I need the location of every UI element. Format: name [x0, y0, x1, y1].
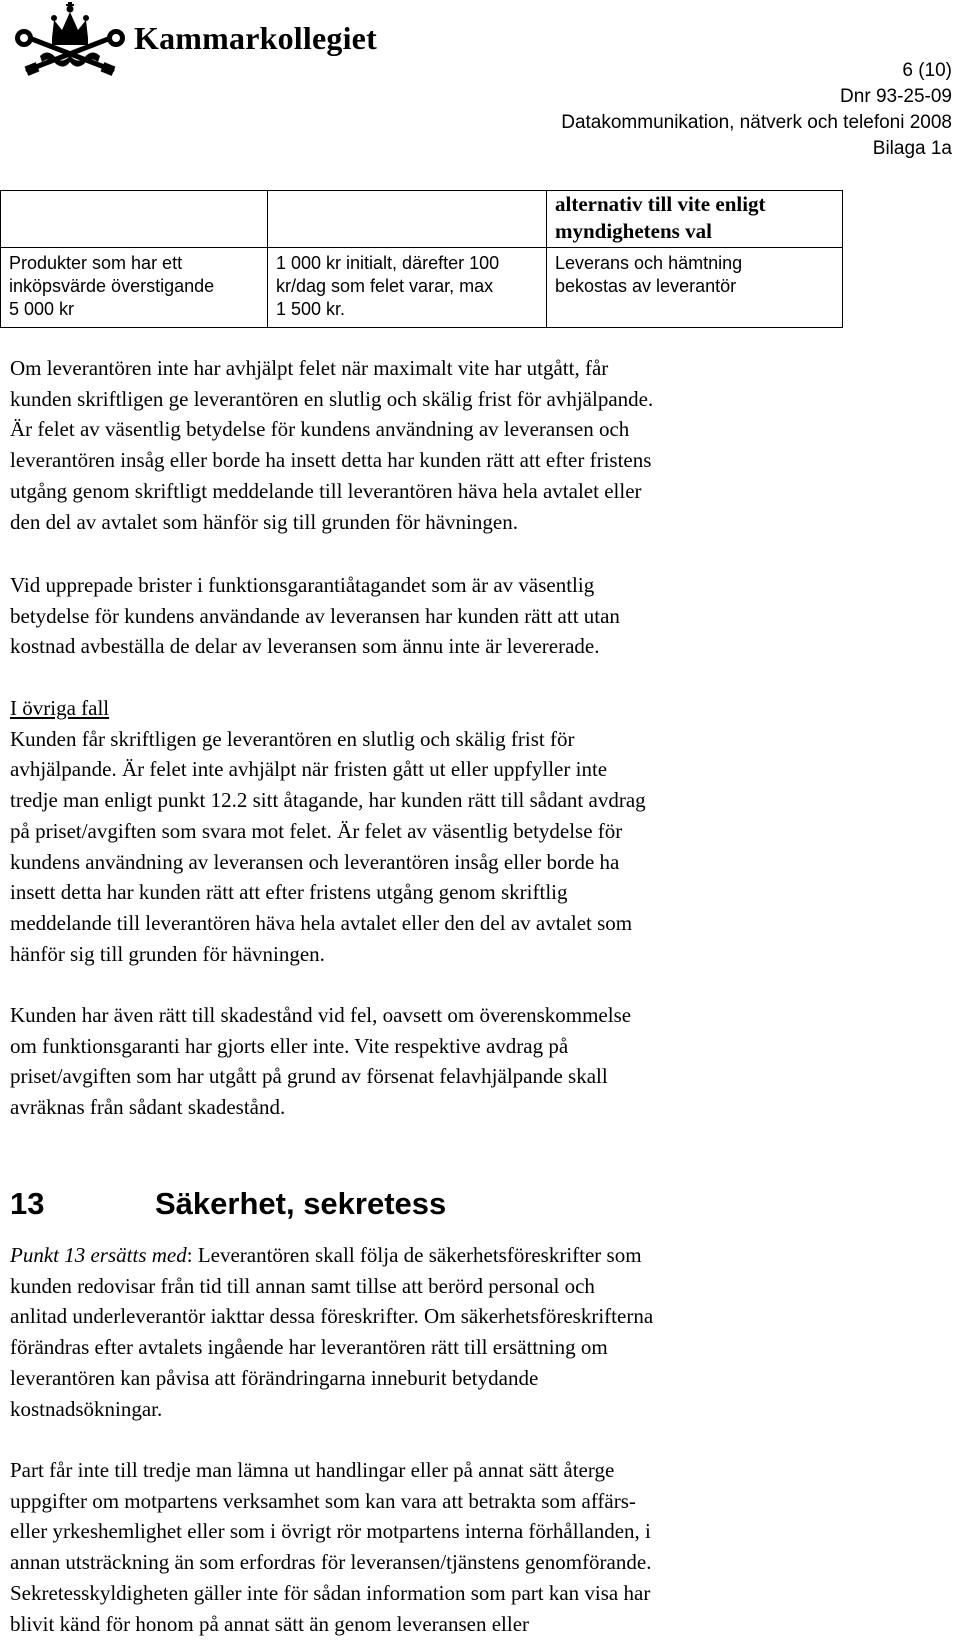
section-heading — [10, 1185, 446, 1223]
table-cell — [268, 248, 547, 328]
table-cell — [1, 248, 268, 328]
paragraph — [10, 693, 955, 969]
penalty-table — [0, 190, 843, 328]
cell-line: Produkter som har ett — [9, 253, 183, 273]
table-header-cell — [547, 191, 843, 248]
text-line: Är felet av väsentlig betydelse för kundens användning av leveransen och — [10, 417, 630, 442]
page-number: 6 (10) — [902, 60, 952, 81]
crown-keys-emblem-icon — [10, 0, 130, 80]
appendix-label: Bilaga 1a — [872, 138, 952, 159]
text-line: anlitad underleverantör iakttar dessa föreskrifter. Om säkerhetsföreskrifterna — [10, 1304, 654, 1329]
text-line: kunden redovisar från tid till annan samt tillse att berörd personal och — [10, 1273, 595, 1298]
table-row — [1, 248, 843, 328]
paragraph — [10, 1455, 955, 1639]
text-fragment: : Leverantören skall följa de säkerhetsföreskrifter som — [186, 1243, 642, 1267]
text-line: tredje man enligt punkt 12.2 sitt åtagande, har kunden rätt till sådant avdrag — [10, 788, 646, 813]
text-line: Kunden har även rätt till skadestånd vid fel, oavsett om överenskommelse — [10, 1003, 632, 1027]
cell-line: 1 500 kr. — [276, 299, 346, 319]
text-line: Vid upprepade brister i funktionsgarantiåtagandet som är av väsentlig — [10, 573, 595, 597]
text-line: avhjälpande. Är felet inte avhjälpt när fristen gått ut eller uppfyller inte — [10, 757, 608, 782]
text-line: leverantören kan påvisa att förändringarna inneburit betydande — [10, 1365, 539, 1390]
text-line: avräknas från sådant skadestånd. — [10, 1095, 286, 1120]
paragraph — [10, 1240, 955, 1424]
amendment-reference: Punkt 13 ersätts med — [10, 1243, 187, 1267]
text-line: kundens användning av leveransen och leverantören insåg eller borde ha — [10, 849, 620, 874]
kammarkollegiet-logo — [10, 0, 377, 80]
text-line: Part får inte till tredje man lämna ut handlingar eller på annat sätt återge — [10, 1458, 615, 1482]
text-line: på priset/avgiften som svara mot felet. Är felet av väsentlig betydelse för — [10, 818, 623, 843]
text-line: Sekretesskyldigheten gäller inte för sådan information som part kan visa har — [10, 1580, 651, 1605]
text-line: priset/avgiften som har utgått på grund av försenat felavhjälpande skall — [10, 1064, 608, 1089]
paragraph — [10, 1000, 955, 1123]
section-number: 13 — [10, 1186, 45, 1221]
text-line: Om leverantören inte har avhjälpt felet när maximalt vite har utgått, får — [10, 356, 609, 380]
paragraph — [10, 570, 955, 662]
text-line: blivit känd för honom på annat sätt än genom leveransen eller — [10, 1611, 530, 1636]
cell-line: inköpsvärde överstigande — [9, 276, 215, 296]
org-name: Kammarkollegiet — [134, 20, 377, 56]
text-line: kostnadsökningar. — [10, 1396, 163, 1421]
cell-line: 1 000 kr initialt, därefter 100 — [276, 253, 500, 273]
text-line: betydelse för kundens användande av leveransen har kunden rätt att utan — [10, 603, 620, 628]
text-line: uppgifter om motpartens verksamhet som kan vara att betrakta som affärs- — [10, 1488, 636, 1513]
cell-line: bekostas av leverantör — [555, 276, 737, 296]
text-line: förändras efter avtalets ingående har leverantören rätt till ersättning om — [10, 1335, 608, 1360]
text-line: insett detta har kunden rätt att efter fristens utgång genom skriftlig — [10, 880, 568, 905]
text-line: meddelande till leverantören häva hela avtalet eller den del av avtalet som — [10, 910, 633, 935]
text-line: utgång genom skriftligt meddelande till leverantören häva hela avtalet eller — [10, 478, 642, 503]
cell-line: Leverans och hämtning — [555, 253, 743, 273]
document-header-info — [561, 58, 952, 162]
subheading: I övriga fall — [10, 696, 110, 720]
cell-line: kr/dag som felet varar, max — [276, 276, 494, 296]
text-line: annan utsträckning än som erfordras för leveransen/tjänstens genomförande. — [10, 1550, 652, 1575]
dnr-number: Dnr 93-25-09 — [840, 86, 952, 107]
text-line: kostnad avbeställa de delar av leveransen som ännu inte är levererade. — [10, 634, 600, 659]
table-cell — [1, 191, 268, 248]
text-line: hänför sig till grunden för hävningen. — [10, 941, 325, 966]
text-line: eller yrkeshemlighet eller som i övrigt rör motpartens interna förhållanden, i — [10, 1519, 651, 1544]
text-line: kunden skriftligen ge leverantören en slutlig och skälig frist för avhjälpande. — [10, 386, 654, 411]
table-cell — [547, 248, 843, 328]
text-line: om funktionsgaranti har gjorts eller inte. Vite respektive avdrag på — [10, 1033, 569, 1058]
text-line: Kunden får skriftligen ge leverantören en slutlig och skälig frist för — [10, 726, 575, 751]
paragraph — [10, 353, 955, 537]
table-header-line: alternativ till vite enligt — [555, 192, 766, 216]
text-line — [10, 1240, 955, 1271]
table-row — [1, 191, 843, 248]
table-header-line: myndighetens val — [555, 219, 712, 243]
cell-line: 5 000 kr — [9, 299, 75, 319]
table-cell — [268, 191, 547, 248]
text-line: leverantören insåg eller borde ha insett detta har kunden rätt att efter fristens — [10, 448, 652, 473]
section-title: Säkerhet, sekretess — [155, 1186, 447, 1221]
contract-name: Datakommunikation, nätverk och telefoni 2008 — [561, 112, 952, 133]
text-line: den del av avtalet som hänför sig till grunden för hävningen. — [10, 509, 518, 534]
